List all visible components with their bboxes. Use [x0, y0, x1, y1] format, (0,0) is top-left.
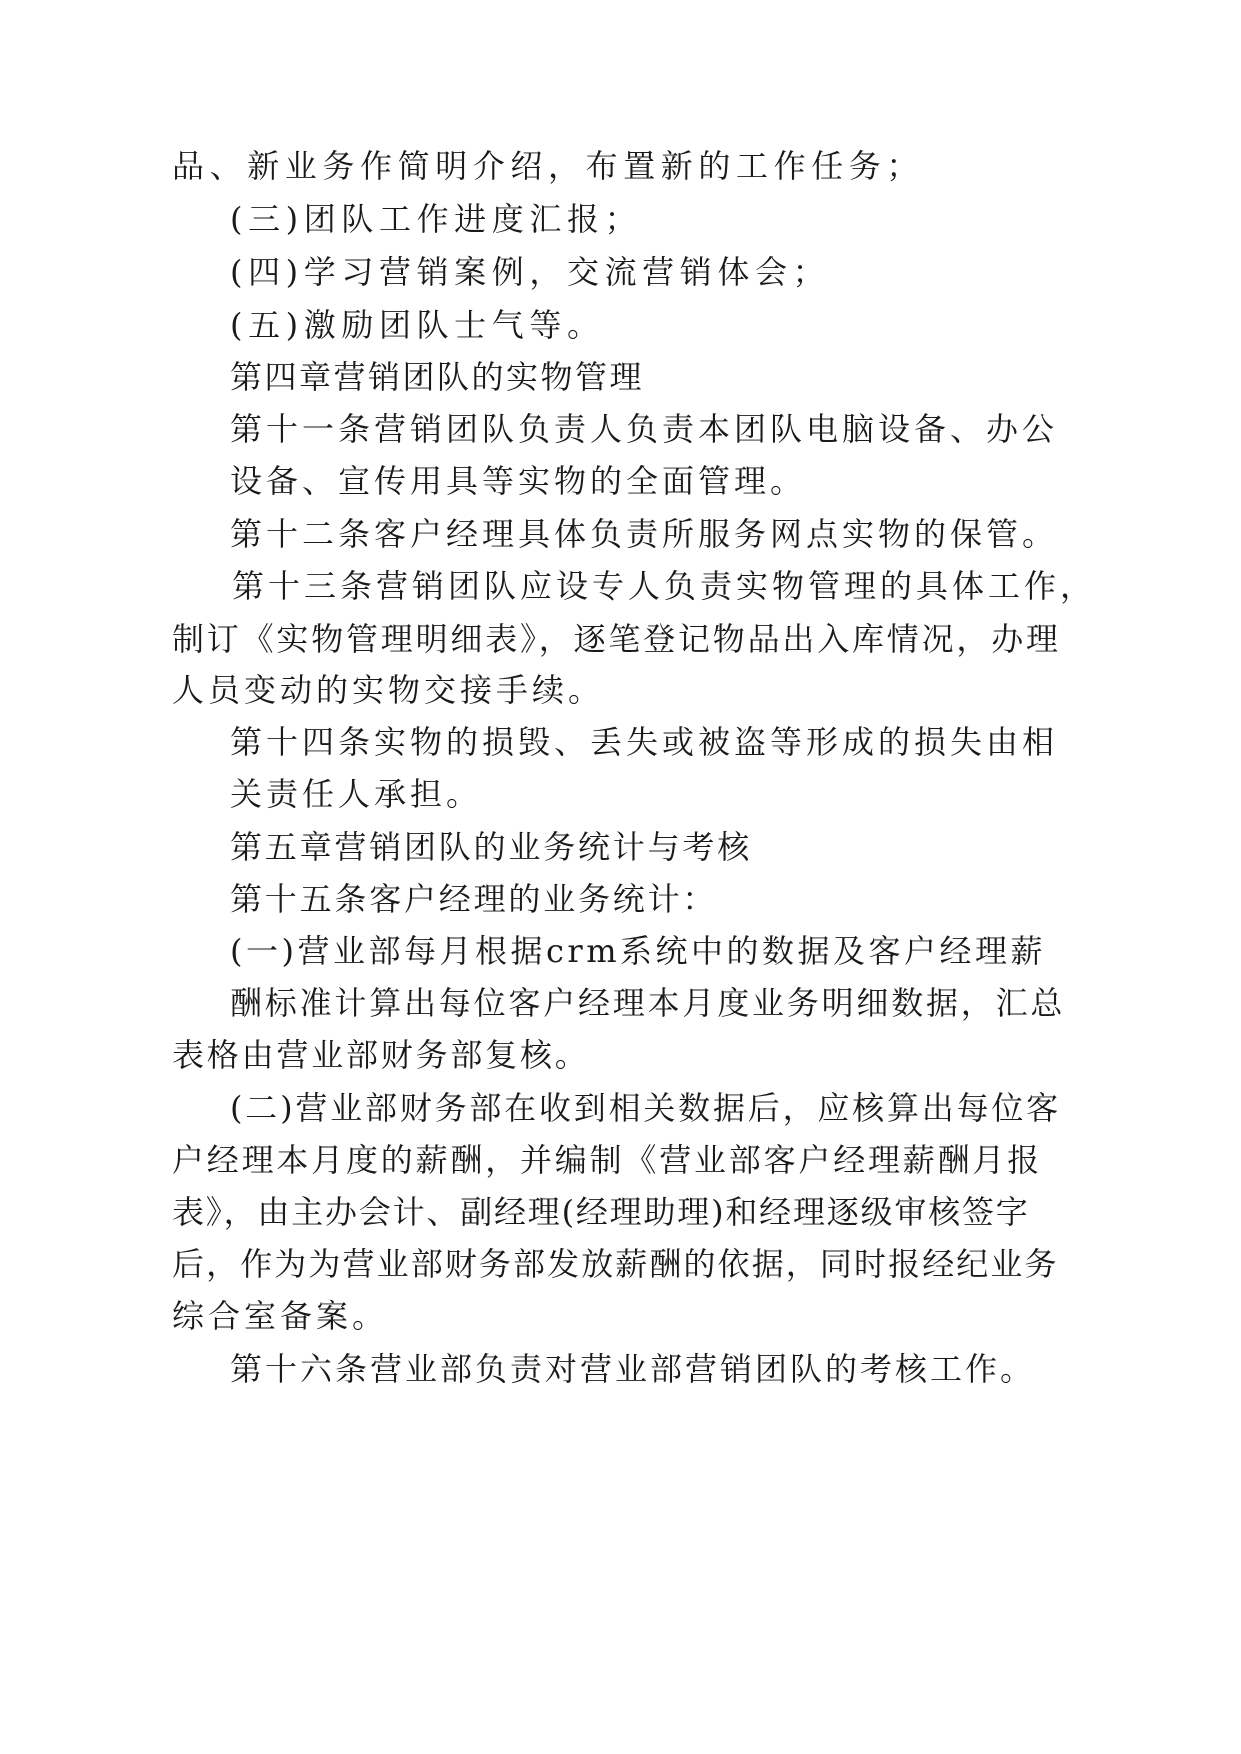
article-text: 设备、宣传用具等实物的全面管理。	[230, 462, 807, 500]
article-text: 第十五条客户经理的业务统计：	[230, 880, 718, 918]
text-line: 品、新业务作简明介绍，布置新的工作任务；	[172, 147, 925, 185]
list-item: (三)团队工作进度汇报；	[230, 200, 643, 238]
article-text: 关责任人承担。	[230, 775, 483, 813]
article-text: 制订《实物管理明细表》，逐笔登记物品出入库情况，办理	[172, 620, 1061, 658]
list-item: (一)营业部每月根据crm系统中的数据及客户经理薪	[230, 932, 1047, 970]
article-text: 第十一条营销团队负责人负责本团队电脑设备、办公	[230, 410, 1059, 448]
article-text: 人员变动的实物交接手续。	[172, 671, 605, 709]
article-text: 第十三条营销团队应设专人负责实物管理的具体工作，	[232, 567, 1097, 605]
list-item: 表格由营业部财务部复核。	[172, 1036, 590, 1074]
chapter-heading: 第四章营销团队的实物管理	[230, 358, 645, 396]
list-item: (五)激励团队士气等。	[230, 306, 605, 344]
article-text: 第十六条营业部负责对营业部营销团队的考核工作。	[230, 1350, 1036, 1388]
list-item: (二)营业部财务部在收到相关数据后，应核算出每位客	[230, 1089, 1061, 1127]
list-item: 酬标准计算出每位客户经理本月度业务明细数据，汇总	[230, 984, 1066, 1022]
article-text: 第十四条实物的损毁、丢失或被盗等形成的损失由相	[230, 723, 1059, 761]
list-item: 综合室备案。	[172, 1297, 389, 1335]
list-item: 户经理本月度的薪酬，并编制《营业部客户经理薪酬月报	[172, 1141, 1043, 1179]
list-item: 表》，由主办会计、副经理(经理助理)和经理逐级审核签字	[172, 1193, 1030, 1231]
list-item: (四)学习营销案例，交流营销体会；	[230, 253, 831, 291]
article-text: 第十二条客户经理具体负责所服务网点实物的保管。	[230, 515, 1059, 553]
list-item: 后，作为为营业部财务部发放薪酬的依据，同时报经纪业务	[172, 1245, 1059, 1283]
chapter-heading: 第五章营销团队的业务统计与考核	[230, 828, 753, 866]
